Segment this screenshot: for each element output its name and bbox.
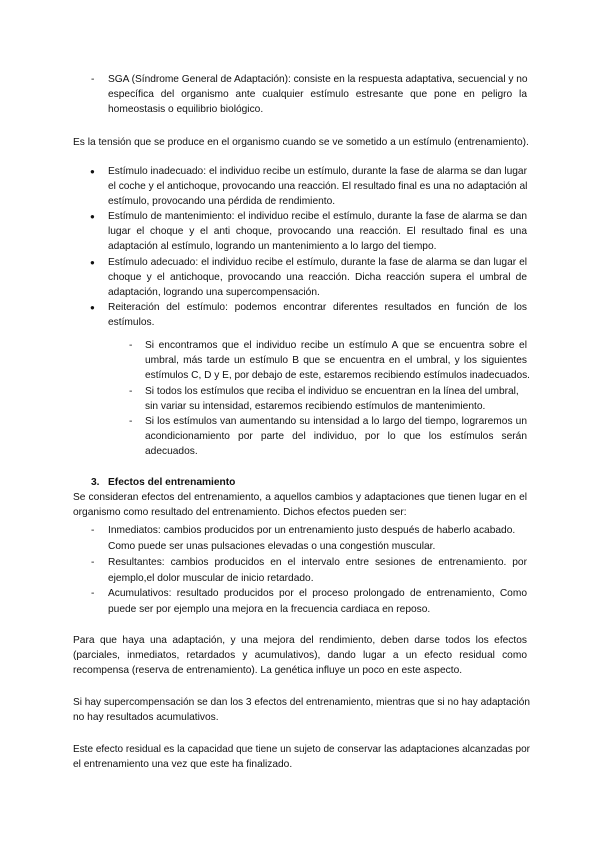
effect-1-line-2: Como puede ser unas pulsaciones elevadas o una congestión muscular. bbox=[108, 541, 436, 552]
bullet-2-line-1: Estímulo de mantenimiento: el individuo recibe el estímulo, durante la fase de alarma se dan bbox=[108, 211, 527, 222]
sga-line-2: específica del organismo ante cualquier estímulo estresante que pone en peligro la bbox=[108, 89, 527, 100]
para-2-line-1: Si hay supercompensación se dan los 3 efectos del entrenamiento, mientras que si no hay adaptación bbox=[73, 697, 530, 708]
sub-3-line-2: acondicionamiento por parte del individuo, por lo que los estímulos serán bbox=[145, 431, 527, 442]
bullet-2-line-2: lugar el choque y el anti choque, provocando una reacción. El resultado final es una bbox=[108, 226, 527, 237]
para-1-line-1: Para que haya una adaptación, y una mejora del rendimiento, deben darse todos los efectos bbox=[73, 635, 527, 646]
bullet-3-line-3: adaptación, logrando una supercompensación. bbox=[108, 287, 320, 298]
effect-2-line-1: Resultantes: cambios producidos en el intervalo entre sesiones de entrenamiento. por bbox=[108, 557, 527, 568]
bullet-3-line-2: choque y el antichoque, provocando una reacción. Dicha reacción supera el umbral de bbox=[108, 272, 527, 283]
para-2-line-2: no hay resultados acumulativos. bbox=[73, 712, 219, 723]
sub-1-line-3: estímulos C, D y E, por debajo de este, estaremos recibiendo estímulos inadecuados. bbox=[145, 370, 530, 381]
para-3-line-2: el entrenamiento una vez que este ha finalizado. bbox=[73, 759, 293, 770]
section-intro-line-2: organismo como resultado del entrenamiento. Dichos efectos pueden ser: bbox=[73, 507, 407, 518]
section-number: 3. bbox=[91, 477, 100, 488]
para-1-line-3: recompensa (reserva de entrenamiento). La genética influye un poco en este aspecto. bbox=[73, 665, 463, 676]
sub-1-line-1: Si encontramos que el individuo recibe un estímulo A que se encuentra sobre el bbox=[145, 340, 527, 351]
dash-marker: - bbox=[91, 74, 95, 85]
bullet-1-line-1: Estímulo inadecuado: el individuo recibe un estímulo, durante la fase de alarma se dan lugar bbox=[108, 166, 527, 177]
sub-2-line-1: Si todos los estímulos que reciba el individuo se encuentran en la línea del umbral, bbox=[145, 386, 519, 397]
section-intro-line-1: Se consideran efectos del entrenamiento, a aquellos cambios y adaptaciones que tienen lugar en el bbox=[73, 492, 527, 503]
bullet-3-line-1: Estímulo adecuado: el individuo recibe el estímulo, durante la fase de alarma se dan lugar el bbox=[108, 257, 527, 268]
bullet-4-line-1: Reiteración del estímulo: podemos encontrar diferentes resultados en función de los bbox=[108, 302, 527, 313]
dash-marker: - bbox=[129, 416, 133, 427]
effect-1-line-1: Inmediatos: cambios producidos por un entrenamiento justo después de haberlo acabado. bbox=[108, 525, 516, 536]
sga-line-1: SGA (Síndrome General de Adaptación): consiste en la respuesta adaptativa, secuencial y no bbox=[108, 74, 528, 85]
sub-1-line-2: umbral, más tarde un estímulo B que se encuentra en el umbral, y los siguientes bbox=[145, 355, 527, 366]
dash-marker: - bbox=[91, 525, 95, 536]
para-3-line-1: Este efecto residual es la capacidad que tiene un sujeto de conservar las adaptaciones alcanzadas por bbox=[73, 744, 530, 755]
section-title: Efectos del entrenamiento bbox=[108, 477, 236, 488]
bullet-4-line-2: estímulos. bbox=[108, 317, 155, 328]
sub-2-line-2: sin variar su intensidad, estaremos recibiendo estímulos de mantenimiento. bbox=[145, 401, 486, 412]
para-1-line-2: (parciales, inmediatos, retardados y acumulativos), dando lugar a un efecto residual como bbox=[73, 650, 527, 661]
bullet-marker: ● bbox=[90, 303, 95, 312]
bullet-1-line-3: estímulo, provocando una pérdida de rendimiento. bbox=[108, 196, 336, 207]
bullet-marker: ● bbox=[90, 258, 95, 267]
sga-line-3: homeostasis o equilibrio biológico. bbox=[108, 104, 264, 115]
effect-3-line-2: puede ser por ejemplo una mejora en la frecuencia cardiaca en reposo. bbox=[108, 604, 431, 615]
dash-marker: - bbox=[91, 588, 95, 599]
effect-2-line-2: ejemplo,el dolor muscular de inicio retardado. bbox=[108, 573, 314, 584]
bullet-marker: ● bbox=[90, 167, 95, 176]
effect-3-line-1: Acumulativos: resultado producidos por el proceso prolongado de entrenamiento, Como bbox=[108, 588, 527, 599]
bullet-marker: ● bbox=[90, 212, 95, 221]
sub-3-line-3: adecuados. bbox=[145, 446, 198, 457]
bullet-1-line-2: el coche y el antichoque, provocando una reacción. El resultado final es una no adaptación al bbox=[108, 181, 528, 192]
intro-paragraph: Es la tensión que se produce en el organismo cuando se ve sometido a un estímulo (entrenamiento). bbox=[73, 137, 529, 148]
dash-marker: - bbox=[129, 340, 133, 351]
dash-marker: - bbox=[91, 557, 95, 568]
bullet-2-line-3: adaptación al estímulo, logrando un mantenimiento a lo largo del tiempo. bbox=[108, 241, 437, 252]
dash-marker: - bbox=[129, 386, 133, 397]
sub-3-line-1: Si los estímulos van aumentando su intensidad a lo largo del tiempo, lograremos un bbox=[145, 416, 527, 427]
